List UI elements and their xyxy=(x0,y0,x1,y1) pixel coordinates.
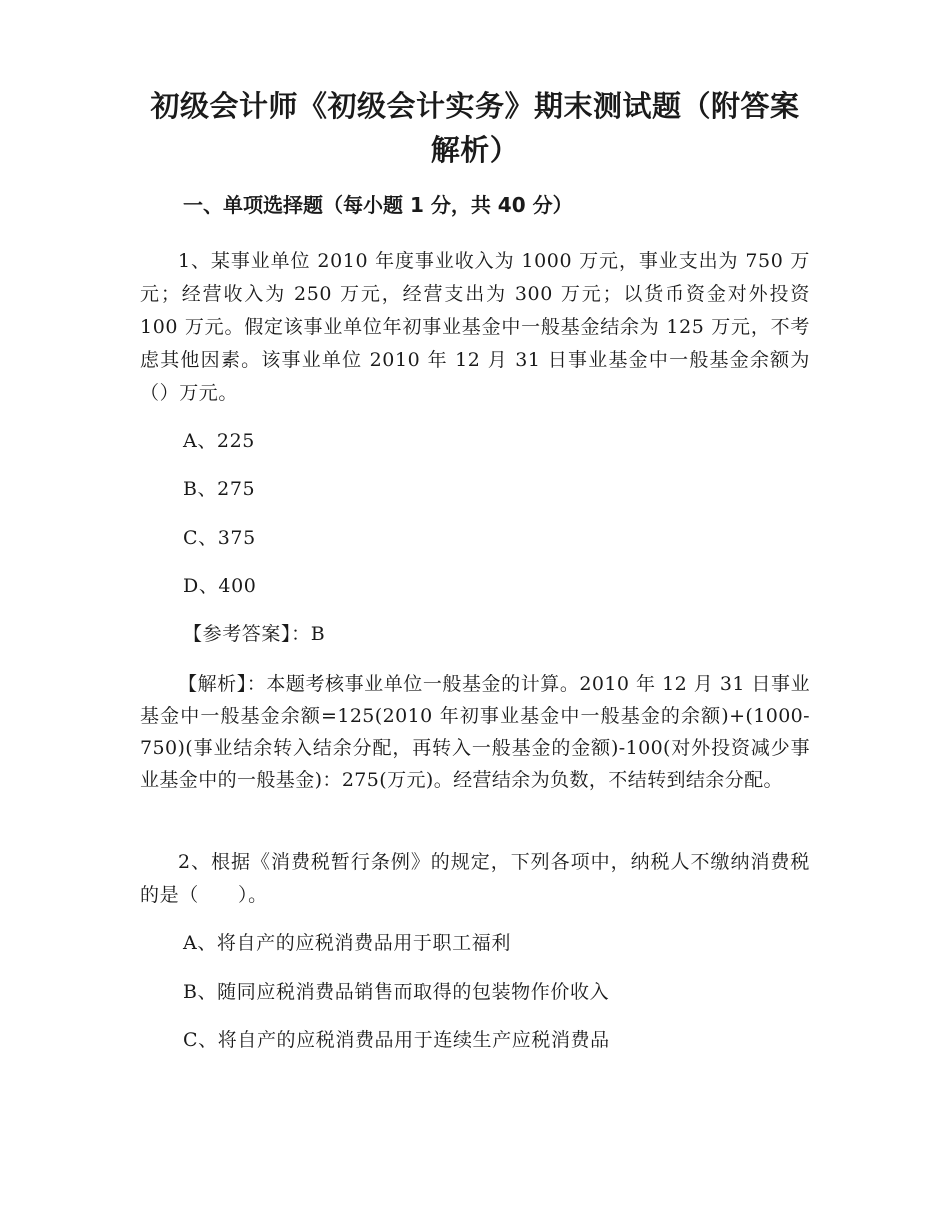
analysis-label: 【解析】 xyxy=(178,673,247,695)
document-title: 初级会计师《初级会计实务》期末测试题（附答案解析） xyxy=(150,89,800,167)
section-heading: 一、单项选择题（每小题 1 分，共 40 分） xyxy=(183,193,573,217)
question-1-option-c: C、375 xyxy=(183,527,256,549)
question-1-option-a: A、225 xyxy=(183,430,255,452)
question-1-option-b: B、275 xyxy=(183,478,256,500)
question-2-stem: 2、根据《消费税暂行条例》的规定，下列各项中，纳税人不缴纳消费税的是（ ）。 xyxy=(140,851,810,906)
question-1-analysis xyxy=(140,668,810,796)
question-2-option-a: A、将自产的应税消费品用于职工福利 xyxy=(183,932,511,954)
question-1-answer: 【参考答案】：B xyxy=(183,623,326,645)
question-1-option-d: D、400 xyxy=(183,575,257,597)
question-2-option-c: C、将自产的应税消费品用于连续生产应税消费品 xyxy=(183,1029,610,1051)
analysis-text: ：本题考核事业单位一般基金的计算。2010 年 12 月 31 日事业基金中一般基金余额=125(2010 年初事业基金中一般基金的余额)+(1000-750)(事业结余转入结余分配，再转入一般基金的金额)-100(对外投资减少事业基金中的一般基金)：275(万元)。经营结余为负数，不结转到结余分配。 xyxy=(140,673,810,791)
question-2-option-b: B、随同应税消费品销售而取得的包装物作价收入 xyxy=(183,981,610,1003)
question-1-stem: 1、某事业单位 2010 年度事业收入为 1000 万元，事业支出为 750 万元；经营收入为 250 万元，经营支出为 300 万元；以货币资金对外投资 100 万元。假定该事业单位年初事业基金中一般基金结余为 125 万元，不考虑其他因素。该事业单位 2010 年 12 月 31 日事业基金中一般基金余额为（）万元。 xyxy=(140,250,810,404)
